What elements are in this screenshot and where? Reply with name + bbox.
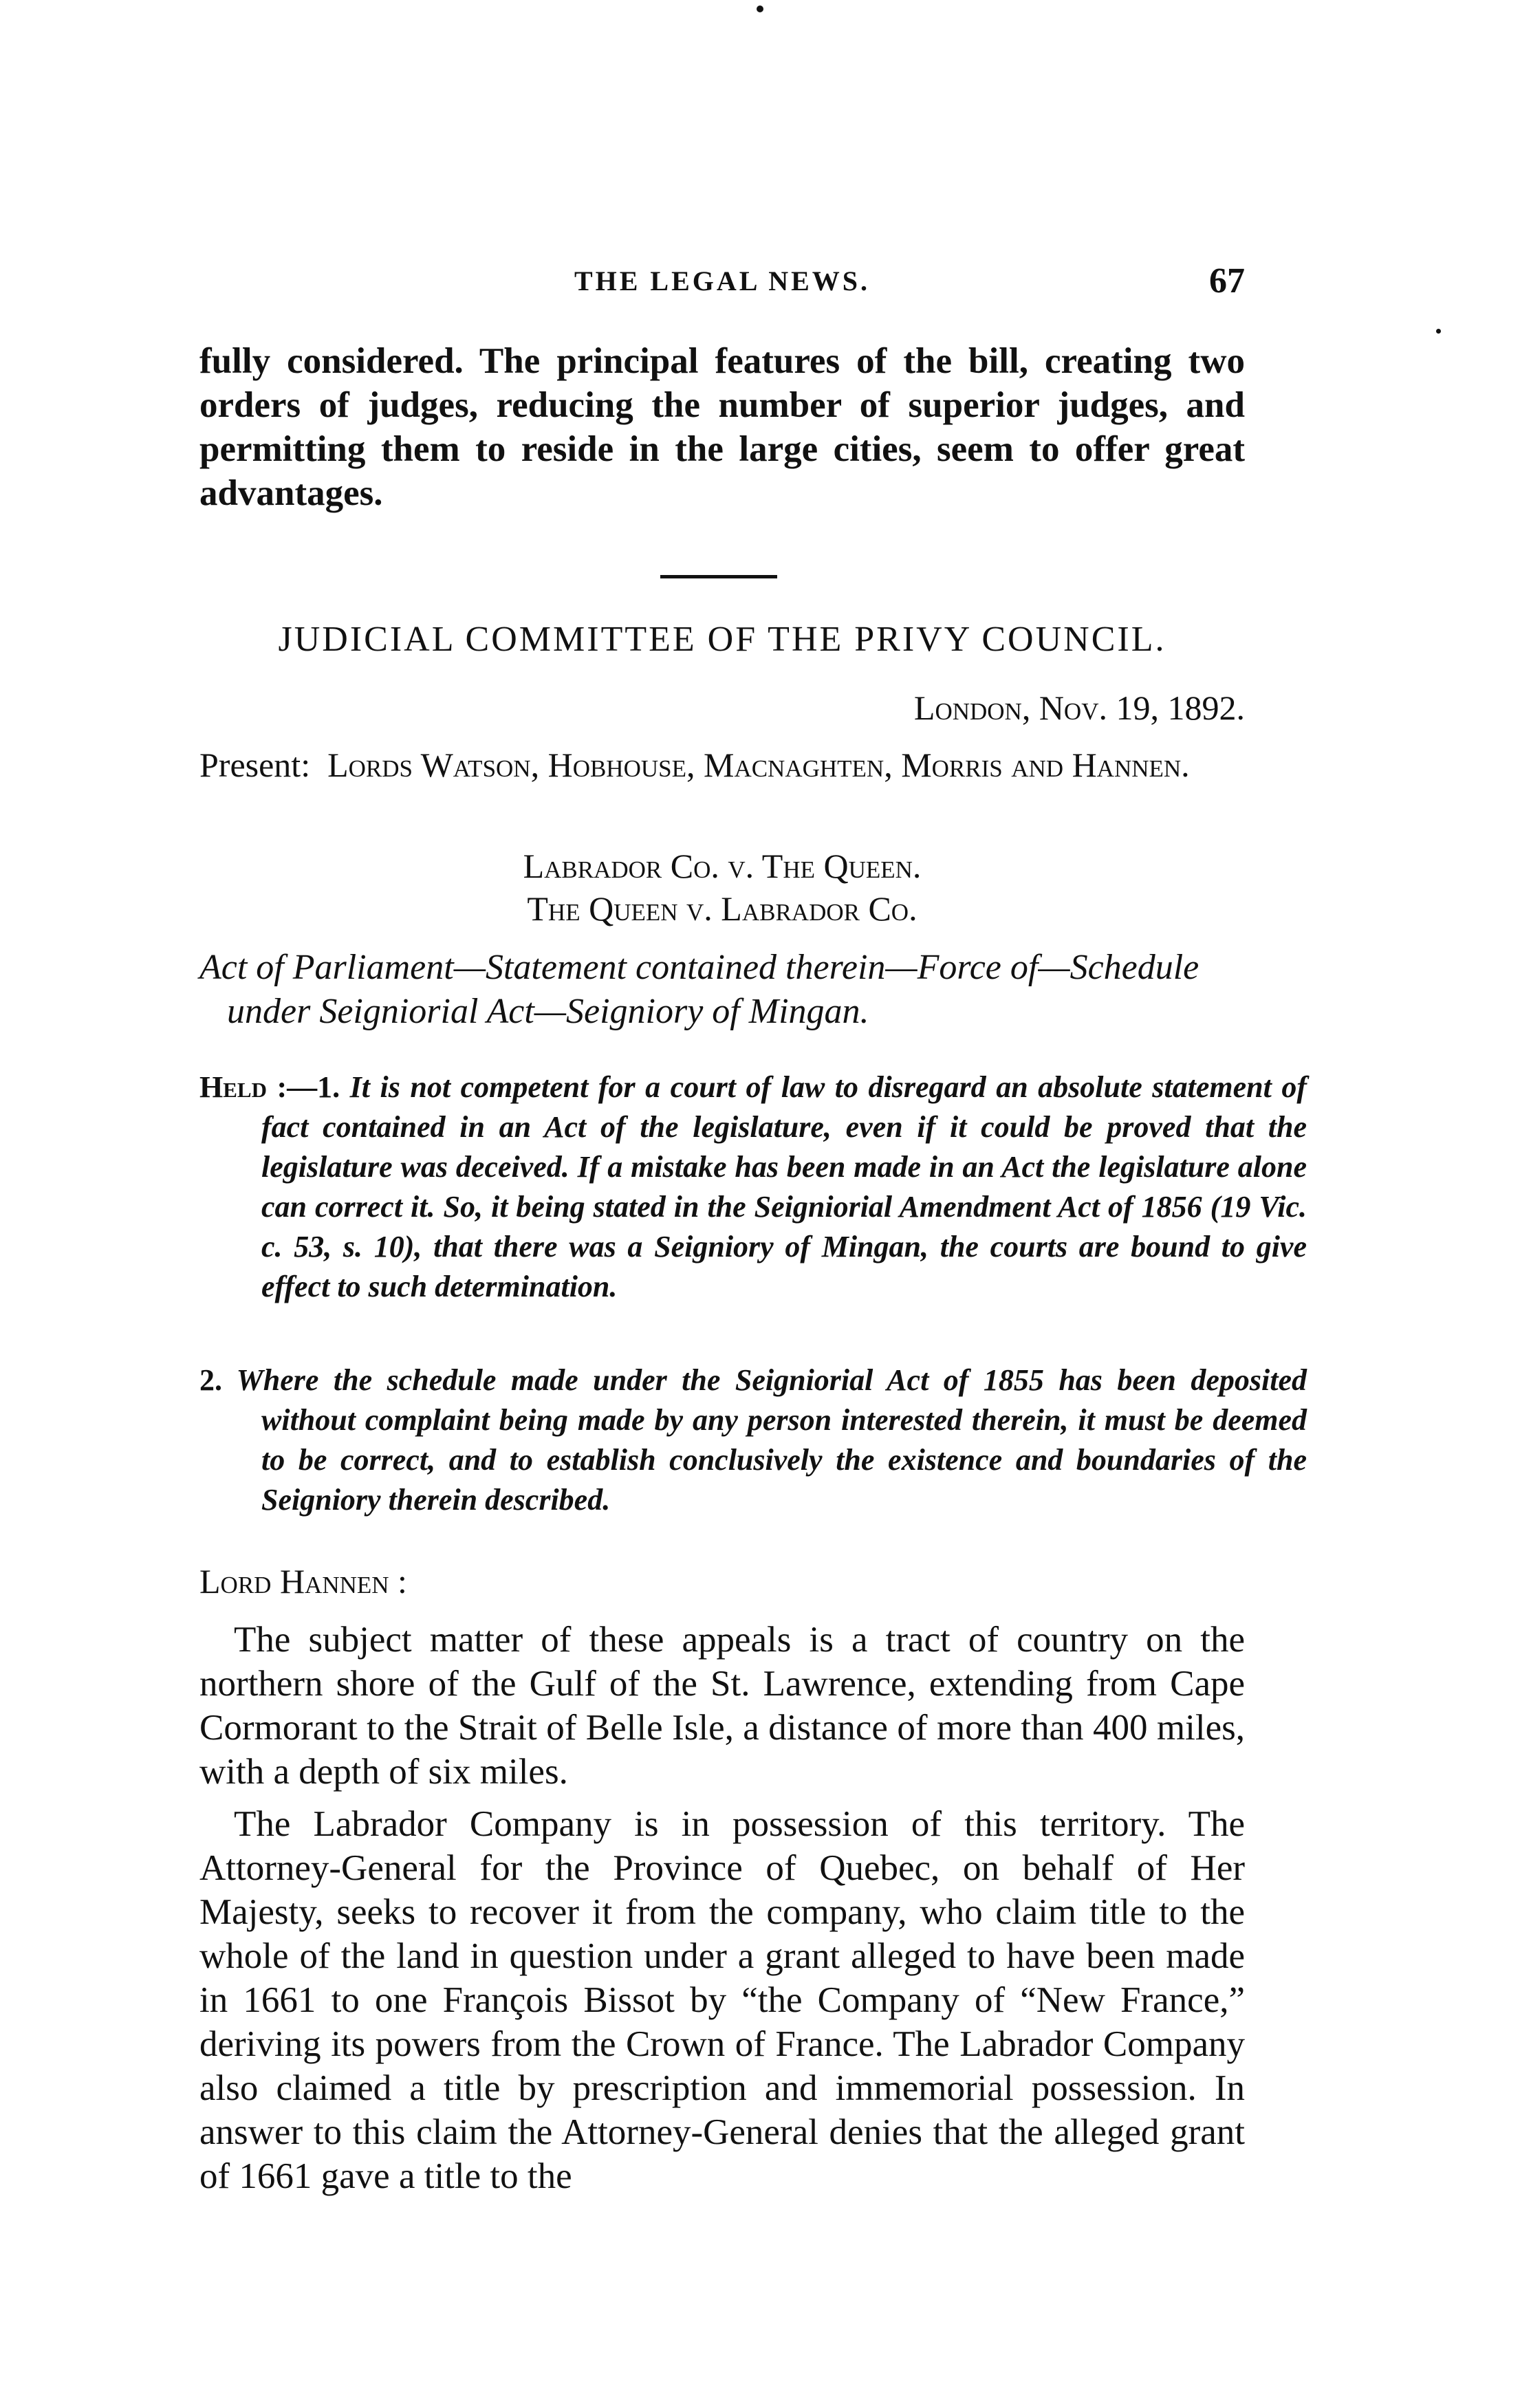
- opening-paragraph: fully considered. The principal features of the bill, creating two orders of judges, reducing the number of superior judges, and permitting them to reside in the large cities, seem to offer great advantages.: [199, 341, 1245, 513]
- court-heading: JUDICIAL COMMITTEE OF THE PRIVY COUNCIL.: [278, 620, 1166, 659]
- held-text: Where the schedule made under the Seigniorial Act of 1855 has been deposited without complaint being made by any person interested therein, it must be deemed to be correct, and to establish conclusively the existence and boundaries of the Seigniory therein described.: [236, 1363, 1307, 1517]
- page-number: 67: [1209, 261, 1245, 301]
- case-title-primary: Labrador Co. v. The Queen.: [523, 847, 922, 885]
- present-names: Lords Watson, Hobhouse, Macnaghten, Morris and Hannen.: [327, 746, 1190, 784]
- present-label: Present:: [199, 746, 311, 784]
- case-subject: Act of Parliament—Statement contained therein—Force of—Schedule under Seigniorial Act—Seigniory of Mingan.: [199, 948, 1199, 1031]
- dateline: London, Nov. 19, 1892.: [913, 688, 1245, 727]
- held-point-1: [199, 1067, 1307, 1307]
- section-divider: [660, 575, 777, 578]
- running-title: THE LEGAL NEWS.: [574, 265, 871, 296]
- ink-speck: [1436, 329, 1441, 334]
- judgment-paragraph-1: The subject matter of these appeals is a tract of country on the northern shore of the Gulf of the St. Lawrence, extending from Cape Cormorant to the Strait of Belle Isle, a distance of more than 400 miles, with a depth of six miles.: [199, 1620, 1245, 1792]
- ink-speck: [757, 6, 763, 12]
- held-number: 2.: [199, 1363, 222, 1397]
- held-text: It is not competent for a court of law to disregard an absolute statement of fact contained in an Act of the legislature, even if it could be proved that the legislature was deceived. If a mistake has been made in an Act the legislature alone can correct it. So, it being stated in the Seigniorial Amendment Act of 1856 (19 Vic. c. 53, s. 10), that there was a Seigniory of Mingan, the courts are bound to give effect to such determination.: [261, 1070, 1307, 1303]
- held-point-2: [199, 1360, 1307, 1520]
- running-head: [199, 261, 1245, 306]
- judgment-paragraph-2: The Labrador Company is in possession of this territory. The Attorney-General for the Province of Quebec, on behalf of Her Majesty, seeks to recover it from the company, who claim title to the whole of the land in question under a grant alleged to have been made in 1661 to one François Bissot by “the Company of “New France,” deriving its powers from the Crown of France. The Labrador Company also claimed a title by prescription and immemorial possession. In answer to this claim the Attorney-General denies that the alleged grant of 1661 gave a title to the: [199, 1804, 1245, 2196]
- present-line: [199, 743, 1245, 787]
- judge-speaker: Lord Hannen :: [199, 1562, 407, 1601]
- held-number: Held :—1.: [199, 1070, 340, 1104]
- case-title-secondary: The Queen v. Labrador Co.: [527, 889, 918, 928]
